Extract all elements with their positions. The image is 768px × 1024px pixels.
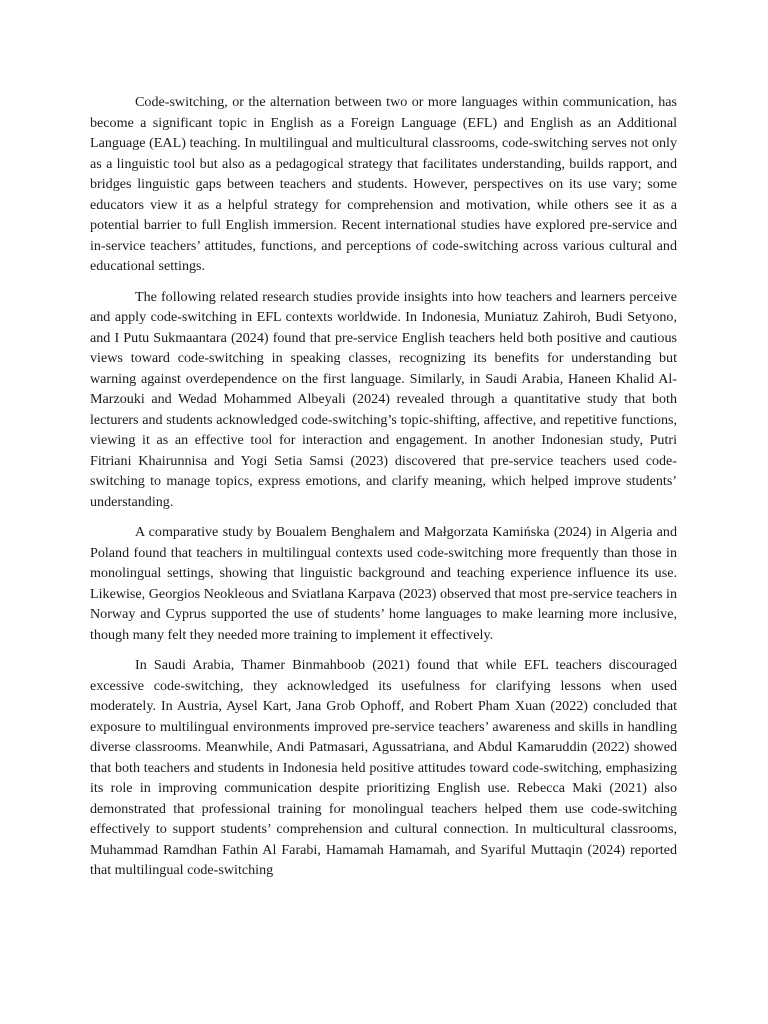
paragraph-comparative-study: A comparative study by Boualem Benghalem and Małgorzata Kamińska (2024) in Algeria and Poland found that teachers in multilingual contexts used code-switching more frequently than those in monolingual settings, showing that linguistic background and teaching experience influence its use. Likewise, Georgios Neokleous and Sviatlana Karpava (2023) observed that most pre-service teachers in Norway and Cyprus supported the use of students’ home languages to make learning more inclusive, though many felt they needed more training to implement it effectively.	[90, 524, 677, 643]
document-page	[90, 92, 677, 891]
paragraph-related-studies: The following related research studies provide insights into how teachers and learners perceive and apply code-switching in EFL contexts worldwide. In Indonesia, Muniatuz Zahiroh, Budi Setyono, and I Putu Sukmaantara (2024) found that pre-service English teachers held both positive and cautious views toward code-switching in speaking classes, recognizing its benefits for understanding but warning against overdependence on the first language. Similarly, in Saudi Arabia, Haneen Khalid Al-Marzouki and Wedad Mohammed Albeyali (2024) revealed through a quantitative study that both lecturers and students acknowledged code-switching’s topic-shifting, affective, and repetitive functions, viewing it as an effective tool for interaction and engagement. In another Indonesian study, Putri Fitriani Khairunnisa and Yogi Setia Samsi (2023) discovered that pre-service teachers used code-switching to manage topics, express emotions, and clarify meaning, which helped improve students’ understanding.	[90, 288, 677, 510]
paragraph-saudi-austria-studies: In Saudi Arabia, Thamer Binmahboob (2021) found that while EFL teachers discouraged excessive code-switching, they acknowledged its usefulness for clarifying lessons when used moderately. In Austria, Aysel Kart, Jana Grob Ophoff, and Robert Pham Xuan (2022) concluded that exposure to multilingual environments improved pre-service teachers’ awareness and skills in handling diverse classrooms. Meanwhile, Andi Patmasari, Agussatriana, and Abdul Kamaruddin (2022) showed that both teachers and students in Indonesia held positive attitudes toward code-switching, emphasizing its role in improving communication despite prioritizing English use. Rebecca Maki (2021) also demonstrated that professional training for monolingual teachers helped them use code-switching effectively to support students’ comprehension and cultural connection. In multicultural classrooms, Muhammad Ramdhan Fathin Al Farabi, Hamamah Hamamah, and Syariful Muttaqin (2024) reported that multilingual code-switching	[90, 657, 677, 878]
paragraph-introduction: Code-switching, or the alternation between two or more languages within communication, has become a significant topic in English as a Foreign Language (EFL) and English as an Additional Language (EAL) teaching. In multilingual and multicultural classrooms, code-switching serves not only as a linguistic tool but also as a pedagogical strategy that facilitates understanding, builds rapport, and bridges linguistic gaps between teachers and students. However, perspectives on its use vary; some educators view it as a helpful strategy for comprehension and motivation, while others see it as a potential barrier to full English immersion. Recent international studies have explored pre-service and in-service teachers’ attitudes, functions, and perceptions of code-switching across various cultural and educational settings.	[90, 94, 677, 274]
